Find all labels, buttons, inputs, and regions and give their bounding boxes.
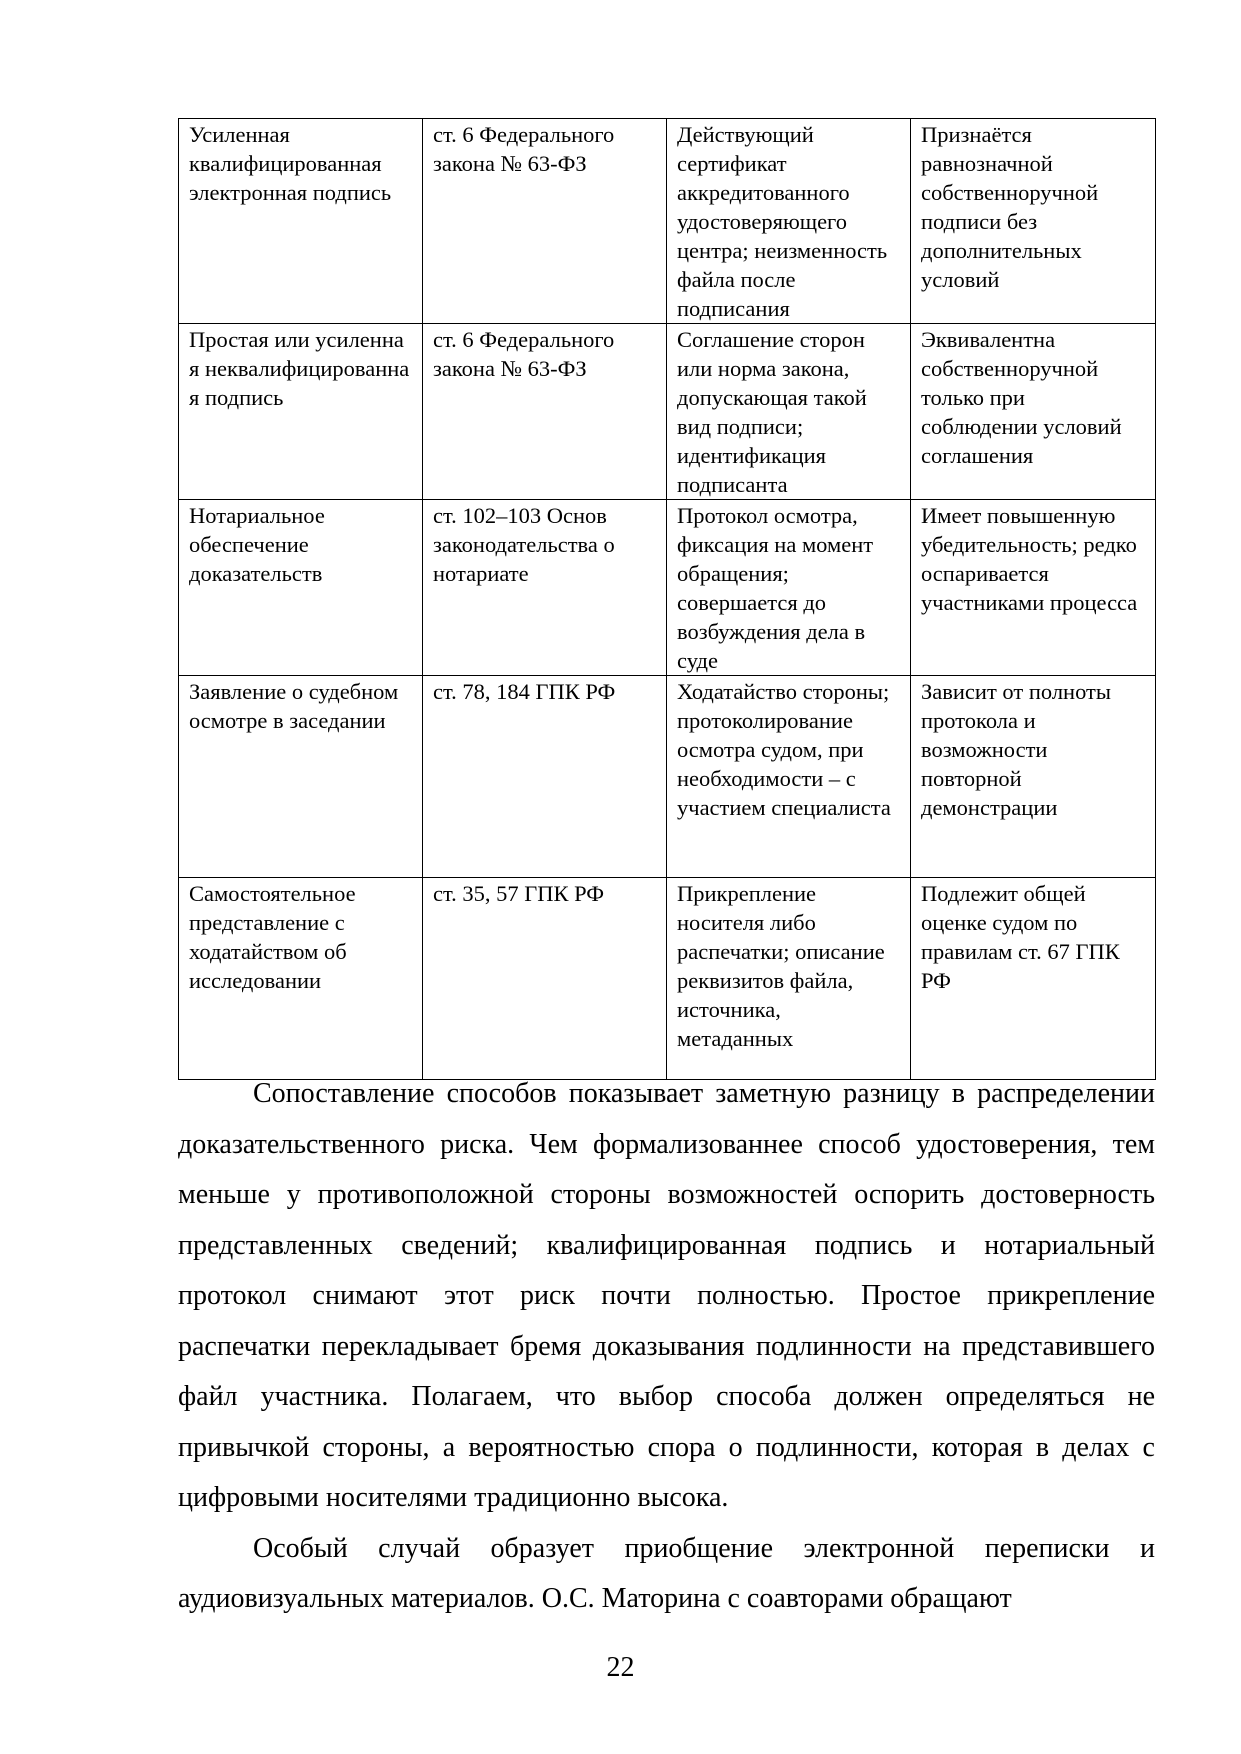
table-cell-basis: ст. 35, 57 ГПК РФ: [423, 878, 667, 1080]
table-cell-evaluation: Зависит от полноты протокола и возможности повторной демонстрации: [911, 676, 1156, 878]
table-cell-conditions: Действующий сертификат аккредитованного удостоверяющего центра; неизменность файла после подписания: [667, 119, 911, 324]
table-cell-method: Нотариальное обеспечение доказательств: [179, 500, 423, 676]
table-cell-evaluation: Подлежит общей оценке судом по правилам ст. 67 ГПК РФ: [911, 878, 1156, 1080]
table-cell-conditions: Ходатайство стороны; протоколирование осмотра судом, при необходимости – с участием специалиста: [667, 676, 911, 878]
table-row: [179, 324, 1156, 500]
table-cell-method: Простая или усиленная неквалифицированная подпись: [179, 324, 423, 500]
comparison-table: [178, 118, 1156, 1080]
paragraph: Сопоставление способов показывает заметную разницу в распределении доказательственного риска. Чем формализованнее способ удостоверения, тем меньше у противоположной стороны возможностей оспорить достоверность представленных сведений; квалифицированная подпись и нотариальный протокол снимают этот риск почти полностью. Простое прикрепление распечатки перекладывает бремя доказывания подлинности на представившего файл участника. Полагаем, что выбор способа должен определяться не привычкой стороны, а вероятностью спора о подлинности, которая в делах с цифровыми носителями традиционно высока.: [178, 1078, 1155, 1513]
table-cell-evaluation: Эквивалентна собственноручной только при соблюдении условий соглашения: [911, 324, 1156, 500]
table-cell-method: Усиленная квалифицированная электронная подпись: [179, 119, 423, 324]
table-cell-method: Заявление о судебном осмотре в заседании: [179, 676, 423, 878]
table-cell-conditions: Прикрепление носителя либо распечатки; описание реквизитов файла, источника, метаданных: [667, 878, 911, 1080]
table-row: [179, 119, 1156, 324]
body-text: [178, 1069, 1155, 1625]
table-row: [179, 500, 1156, 676]
page-number: 22: [606, 1652, 635, 1683]
table-row: [179, 878, 1156, 1080]
table-cell-evaluation: Имеет повышенную убедительность; редко оспаривается участниками процесса: [911, 500, 1156, 676]
table-cell-conditions: Протокол осмотра, фиксация на момент обращения; совершается до возбуждения дела в суде: [667, 500, 911, 676]
paragraph: Особый случай образует приобщение электронной переписки и аудиовизуальных материалов. О.С. Маторина с соавторами обращают: [178, 1532, 1155, 1614]
table-cell-basis: ст. 78, 184 ГПК РФ: [423, 676, 667, 878]
table-cell-evaluation: Признаётся равнозначной собственноручной подписи без дополнительных условий: [911, 119, 1156, 324]
table-cell-basis: ст. 6 Федерального закона № 63-ФЗ: [423, 119, 667, 324]
table-cell-basis: ст. 6 Федерального закона № 63-ФЗ: [423, 324, 667, 500]
table-row: [179, 676, 1156, 878]
table-cell-method: Самостоятельное представление с ходатайством об исследовании: [179, 878, 423, 1080]
table-cell-basis: ст. 102–103 Основ законодательства о нотариате: [423, 500, 667, 676]
table-cell-conditions: Соглашение сторон или норма закона, допускающая такой вид подписи; идентификация подписанта: [667, 324, 911, 500]
